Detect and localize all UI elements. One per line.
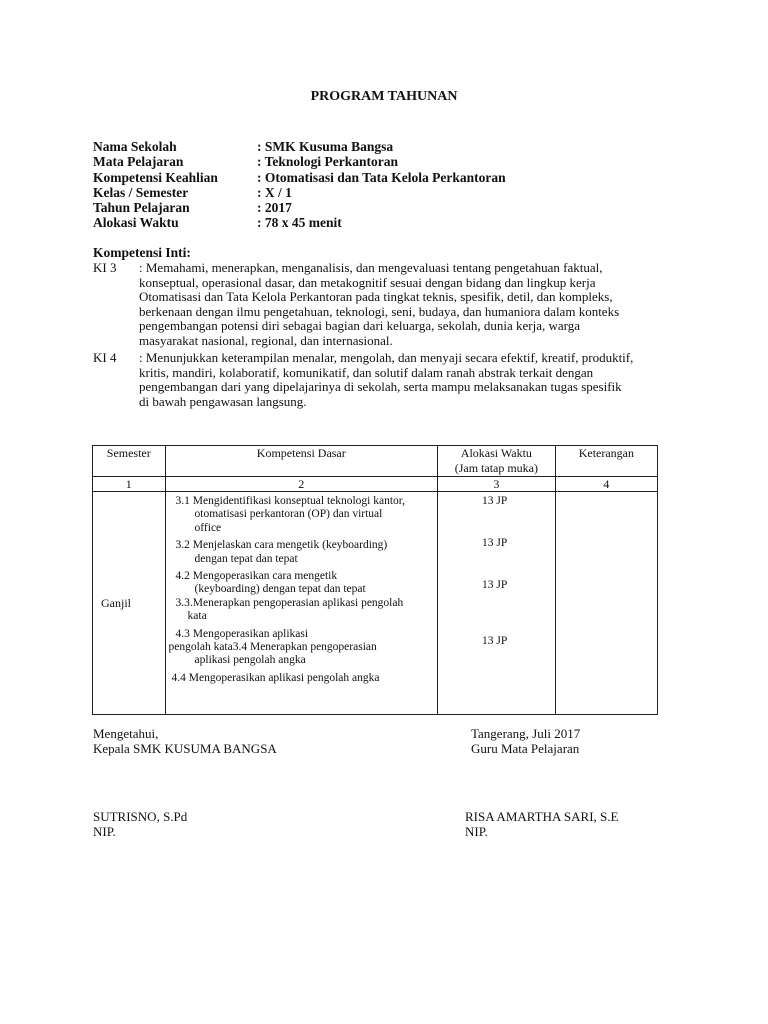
table-header-row [93,446,658,477]
info-row [93,139,506,154]
info-value: : X / 1 [257,184,292,200]
info-value: : SMK Kusuma Bangsa [257,139,394,154]
kd-cell [165,492,437,715]
info-row [93,154,506,169]
ki-code: KI 3 [93,260,117,275]
kd-item [166,570,437,597]
signature-left-name [93,809,187,839]
kd-item-first: 4.3 Mengoperasikan aplikasi [175,627,309,640]
kd-item-first: 4.2 Mengoperasikan cara mengetik [175,570,338,583]
semester-cell: Ganjil [93,492,166,715]
kd-item [166,539,437,566]
page-title: PROGRAM TAHUNAN [310,89,458,104]
table-row [93,492,658,715]
signer-name: SUTRISNO, S.Pd [93,809,188,824]
alokasi-cell [438,492,556,715]
kd-item-line: kata [187,610,207,623]
info-label: Nama Sekolah [93,139,177,154]
ki-line [93,261,693,276]
signature-left-heading [93,726,277,756]
signature-line: Mengetahui, [93,726,159,741]
ki-line: konseptual, operasional dasar, dan metakognitif sesuai dengan bidang dan lingkup kerja [139,274,596,290]
kd-item-first: 3.3.Menerapkan pengoperasian aplikasi pengolah [175,596,404,609]
column-number: 4 [555,477,657,492]
column-number: 2 [165,477,437,492]
keterangan-cell [555,492,657,715]
info-label: Kompetensi Keahlian [93,169,218,185]
school-info [93,139,506,231]
header-alokasi-waktu [438,446,556,477]
ki-line: pengembangan dari yang dipelajarinya di sekolah, serta mampu melaksanakan tugas spesifik [139,379,622,395]
info-value: : 78 x 45 menit [257,215,342,231]
info-value: : Otomatisasi dan Tata Kelola Perkantoran [257,169,506,185]
ki-line: pengembangan potensi diri sebagai bagian dari keluarga, sekolah, dunia kerja, warga [139,318,581,334]
kd-item [166,597,437,624]
header-kompetensi-dasar: Kompetensi Dasar [165,446,437,477]
kd-item-line: dengan tepat dan tepat [194,552,298,565]
ki-line: masyarakat nasional, regional, dan internasional. [139,332,393,348]
kompetensi-dasar-table [92,445,658,715]
alokasi-value: 13 JP [482,537,508,549]
ki-line: di bawah pengawasan langsung. [139,393,307,409]
ki3-block [93,261,693,349]
info-row [93,215,506,230]
signer-nip: NIP. [93,824,116,839]
kd-item-line: otomatisasi perkantoran (OP) dan virtual [194,508,383,521]
column-number: 1 [93,477,166,492]
info-row [93,200,506,215]
signature-right-name [465,809,618,839]
kd-item-first: 3.2 Menjelaskan cara mengetik (keyboarding) [175,539,388,552]
kd-item-line: aplikasi pengolah angka [194,654,306,667]
signer-name: RISA AMARTHA SARI, S.E [465,809,619,824]
info-row [93,170,506,185]
ki-line: berkenaan dengan ilmu pengetahuan, teknologi, seni, budaya, dan humaniora dalam konteks [139,303,620,319]
alokasi-value: 13 JP [482,579,508,591]
kd-item [166,672,437,685]
alokasi-value: 13 JP [482,635,508,647]
header-keterangan: Keterangan [555,446,657,477]
ki4-block [93,351,693,409]
kd-item [166,641,437,668]
kd-item-first: 3.1 Mengidentifikasi konseptual teknologi kantor, [175,495,406,507]
table-number-row [93,477,658,492]
header-alokasi-line: Alokasi Waktu [460,446,532,460]
info-label: Alokasi Waktu [93,215,179,231]
header-alokasi-line: (Jam tatap muka) [454,461,539,475]
kd-item-line: office [194,521,222,534]
kd-item-first: 4.4 Mengoperasikan aplikasi pengolah angka [171,671,380,684]
column-number: 3 [438,477,556,492]
kd-item-first: pengolah kata3.4 Menerapkan pengoperasian [168,641,377,654]
kompetensi-inti-heading: Kompetensi Inti: [93,245,191,260]
signature-line: Kepala SMK KUSUMA BANGSA [93,741,277,756]
info-value: : 2017 [257,200,292,216]
signer-nip: NIP. [465,824,488,839]
info-row [93,185,506,200]
ki-line [93,351,693,366]
signature-right-heading [471,726,580,756]
ki-text: : Menunjukkan keterampilan menalar, mengolah, dan menyaji secara efektif, kreatif, produktif, [139,350,634,365]
ki-line: kritis, mandiri, kolaboratif, komunikatif, dan solutif dalam ranah abstrak terkait dengan [139,364,594,380]
header-semester: Semester [93,446,166,477]
alokasi-value: 13 JP [482,495,508,507]
info-value: : Teknologi Perkantoran [257,154,399,170]
ki-line: Otomatisasi dan Tata Kelola Perkantoran pada tingkat teknis, spesifik, detil, dan kompleks, [139,289,613,305]
info-label: Mata Pelajaran [93,154,184,170]
kd-item-line: (keyboarding) dengan tepat dan tepat [194,583,366,596]
signature-line: Tangerang, Juli 2017 [471,726,581,741]
kd-item [166,628,437,641]
signature-line: Guru Mata Pelajaran [471,741,580,756]
info-label: Kelas / Semester [93,184,189,200]
ki-code: KI 4 [93,350,117,365]
info-label: Tahun Pelajaran [93,200,190,216]
ki-text: : Memahami, menerapkan, menganalisis, dan mengevaluasi tentang pengetahuan faktual, [139,260,603,275]
kd-item [166,495,437,535]
